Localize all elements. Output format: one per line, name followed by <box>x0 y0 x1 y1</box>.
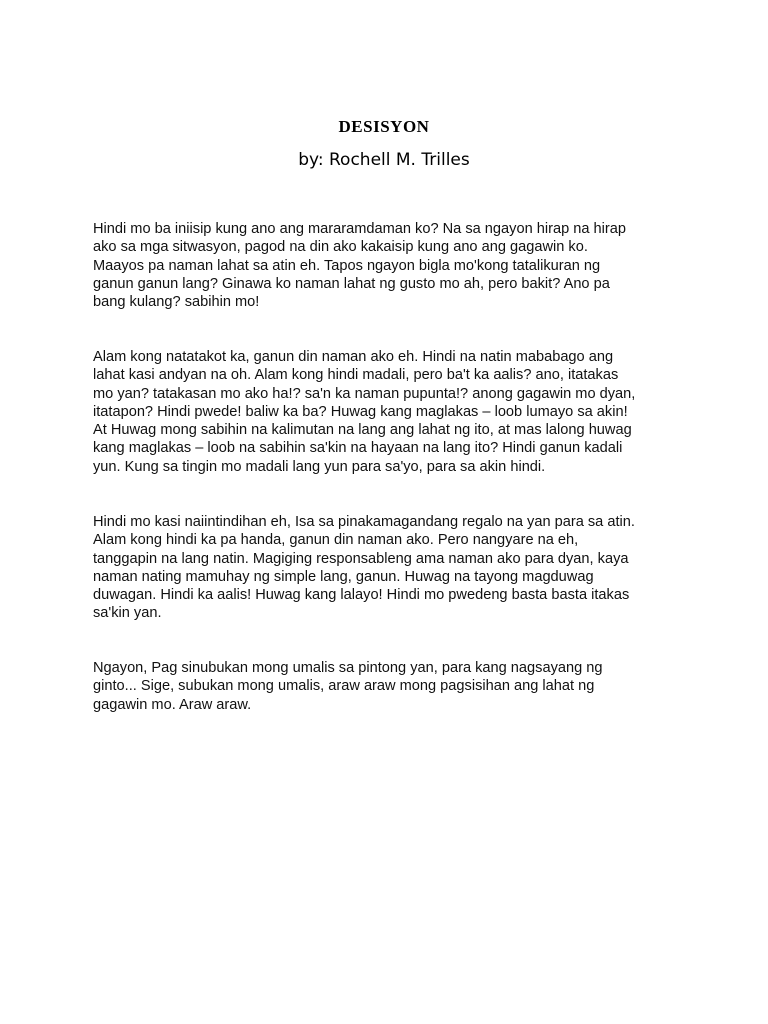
paragraph-line: duwagan. Hindi ka aalis! Huwag kang lalayo! Hindi mo pwedeng basta basta itakas <box>93 587 630 604</box>
paragraph-line: Hindi mo ba iniisip kung ano ang mararamdaman ko? Na sa ngayon hirap na hirap <box>93 221 626 237</box>
paragraph-4 <box>93 659 683 714</box>
paragraph-line: Hindi mo kasi naiintindihan eh, Isa sa pinakamagandang regalo na yan para sa atin. <box>93 514 635 530</box>
paragraph-line: yun. Kung sa tingin mo madali lang yun para sa'yo, para sa akin hindi. <box>93 458 546 475</box>
paragraph-line: Alam kong hindi ka pa handa, ganun din naman ako. Pero nangyare na eh, <box>93 532 579 549</box>
paragraph-line: tanggapin na lang natin. Magiging responsableng ama naman ako para dyan, kaya <box>93 550 629 567</box>
paragraph-1 <box>93 220 683 311</box>
paragraph-line: Alam kong natatakot ka, ganun din naman ako eh. Hindi na natin mababago ang <box>93 349 614 365</box>
author-byline: by: Rochell M. Trilles <box>298 150 470 170</box>
paragraph-line: Ngayon, Pag sinubukan mong umalis sa pintong yan, para kang nagsayang ng <box>93 660 603 676</box>
paragraph-line: At Huwag mong sabihin na kalimutan na lang ang lahat ng ito, at mas lalong huwag <box>93 422 632 439</box>
paragraph-line: naman nating mamuhay ng simple lang, ganun. Huwag na tayong magduwag <box>93 568 594 585</box>
paragraph-line: mo yan? tatakasan mo ako ha!? sa'n ka naman pupunta!? anong gagawin mo dyan, <box>93 385 636 402</box>
paragraph-line: itatapon? Hindi pwede! baliw ka ba? Huwag kang maglakas – loob lumayo sa akin! <box>93 403 628 420</box>
paragraph-line: Maayos pa naman lahat sa atin eh. Tapos ngayon bigla mo'kong tatalikuran ng <box>93 257 601 274</box>
paragraph-line: ginto... Sige, subukan mong umalis, araw araw mong pagsisihan ang lahat ng <box>93 678 595 695</box>
paragraph-line: gagawin mo. Araw araw. <box>93 696 252 713</box>
paragraph-line: kang maglakas – loob na sabihin sa'kin na hayaan na lang ito? Hindi ganun kadali <box>93 440 623 457</box>
paragraph-line: sa'kin yan. <box>93 605 162 622</box>
paragraph-line: ganun ganun lang? Ginawa ko naman lahat ng gusto mo ah, pero bakit? Ano pa <box>93 275 610 292</box>
paragraph-line: lahat kasi andyan na oh. Alam kong hindi madali, pero ba't ka aalis? ano, itatakas <box>93 367 619 384</box>
document-title: DESISYON <box>338 117 430 136</box>
paragraph-line: bang kulang? sabihin mo! <box>93 294 260 311</box>
paragraph-line: ako sa mga sitwasyon, pagod na din ako kakaisip kung ano ang gagawin ko. <box>93 239 588 256</box>
paragraph-3 <box>93 513 683 623</box>
paragraph-2 <box>93 348 683 476</box>
